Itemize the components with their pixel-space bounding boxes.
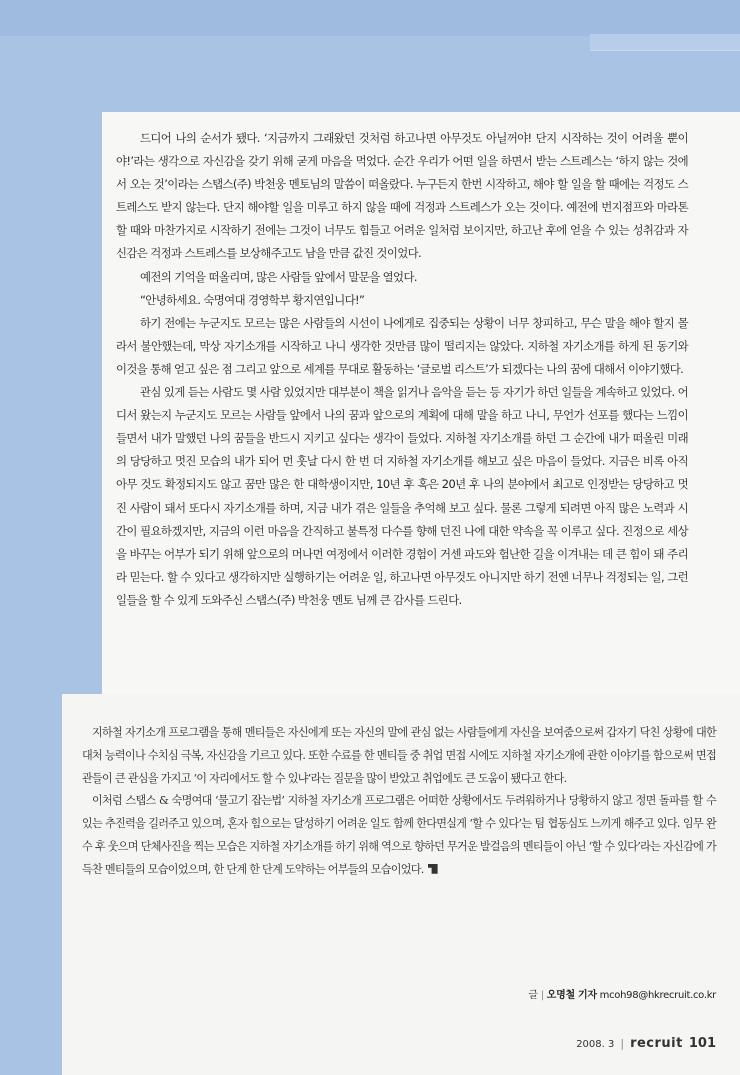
body-paragraph-text: 이처럼 스탭스 & 숙명여대 ‘물고기 잡는법’ 지하철 자기소개 프로그램은 어떠한 상황에서도 두려워하거나 당황하지 않고 정면 돌파를 할 수 있는 추진력을 길러주고 있으며, 혼자 힘으로는 달성하기 어려운 일도 함께 한다면실게 ‘할 수 있다’는 팀 협동심도 느끼게 해주고 있다. 임무 완수 후 웃으며 단체사진을 찍는 모습은 지하철 자기소개를 하기 위해 역으로 향하던 무거운 발걸음의 멘티들이 아닌 ‘할 수 있다’라는 자신감에 가득찬 멘티들의 모습이었으며, 한 단계 한 단계 도약하는 어부들의 모습이었다. xyxy=(82,794,716,876)
body-paragraph-last xyxy=(82,790,716,881)
byline-email: mcoh98@hkrecruit.co.kr xyxy=(599,990,716,1001)
byline xyxy=(528,986,716,1001)
issue-date: 2008. 3 xyxy=(576,1039,615,1050)
story-paragraph: 관심 있게 듣는 사람도 몇 사람 있었지만 대부분이 책을 읽거나 음악을 듣는 등 자기가 하던 일들을 계속하고 있었다. 어디서 왔는지 누군지도 모르는 사람들 앞에서 나의 꿈과 앞으로의 계획에 대해 말을 하고 나니, 무언가 선포를 했다는 느낌이 들면서 내가 말했던 나의 꿈들을 반드시 지키고 싶다는 생각이 들었다. 지하철 자기소개를 하던 그 순간에 내가 떠올린 미래의 당당하고 멋진 모습의 내가 되어 먼 훗날 다시 한 번 더 지하철 자기소개를 해보고 싶은 마음이 들었다. 지금은 비록 아직 아무 것도 확정되지도 않고 꿈만 많은 한 대학생이지만, 10년 후 혹은 20년 후 나의 분야에서 최고로 인정받는 당당하고 멋진 사람이 돼서 또다시 자기소개를 하며, 지금 내가 겪은 일들을 추억해 보고 싶다. 물론 그렇게 되려면 아직 많은 노력과 시간이 필요하겠지만, 지금의 이런 마음을 간직하고 불특정 다수를 향해 던진 나에 대한 약속을 꼭 이루고 싶다. 진정으로 세상을 바꾸는 어부가 되기 위해 앞으로의 머나먼 여정에서 이러한 경험이 거센 파도와 험난한 길을 이겨내는 데 큰 힘이 돼 주리라 믿는다. 할 수 있다고 생각하지만 실행하기는 어려운 일, 하고나면 아무것도 아니지만 하기 전엔 너무나 걱정되는 일, 그런 일들을 할 수 있게 도와주신 스탭스(주) 박천웅 멘토 님께 큰 감사를 드린다. xyxy=(116,385,688,607)
magazine-name: recruit xyxy=(630,1036,683,1051)
page-footer xyxy=(576,1036,716,1051)
first-person-story xyxy=(116,127,688,612)
story-paragraph: 하기 전에는 누군지도 모르는 많은 사람들의 시선이 나에게로 집중되는 상황이 너무 창피하고, 무슨 말을 해야 할지 몰라서 불안했는데, 막상 자기소개를 시작하고 나니 생각한 것만큼 많이 떨리지는 않았다. 지하철 자기소개를 하게 된 동기와 이것을 통해 얻고 싶은 점 그리고 앞으로 세계를 무대로 활동하는 ‘글로벌 리스트’가 되겠다는 나의 꿈에 대해서 이야기했다. xyxy=(116,315,688,376)
top-tab-decoration xyxy=(590,34,740,51)
page-number: 101 xyxy=(688,1036,716,1051)
byline-prefix: 글 xyxy=(528,990,538,1001)
body-paragraph: 지하철 자기소개 프로그램을 통해 멘티들은 자신에게 또는 자신의 말에 관심 없는 사람들에게 자신을 보여줌으로써 갑자기 닥친 상황에 대한 대처 능력이나 수치심 극복, 자신감을 기르고 있다. 또한 수료를 한 멘티들 중 취업 면접 시에도 지하철 자기소개에 관한 이야기를 함으로써 면접관들이 큰 관심을 가지고 ‘이 자리에서도 할 수 있냐’라는 질문을 많이 받았고 취업에도 큰 도움이 됐다고 한다. xyxy=(82,726,716,785)
story-paragraph: 예전의 기억을 떠올리며, 많은 사람들 앞에서 말문을 열었다. xyxy=(140,269,417,284)
end-mark-icon xyxy=(428,864,438,874)
top-color-band xyxy=(0,0,740,36)
byline-separator: | xyxy=(540,990,544,1001)
byline-author: 오명철 기자 xyxy=(546,990,597,1001)
story-quote: “안녕하세요. 숙명여대 경영학부 황지연입니다!” xyxy=(140,292,365,307)
article-body xyxy=(82,722,716,882)
story-paragraph: 드디어 나의 순서가 됐다. ‘지금까지 그래왔던 것처럼 하고나면 아무것도 아닐꺼야! 단지 시작하는 것이 어려울 뿐이야!’라는 생각으로 자신감을 갖기 위해 굳게 마음을 먹었다. 순간 우리가 어떤 일을 하면서 받는 스트레스는 ‘하지 않는 것에서 오는 것’이라는 스탭스(주) 박천웅 멘토님의 말씀이 떠올랐다. 누구든지 한번 시작하고, 해야 할 일을 할 때에는 걱정도 스트레스도 받지 않는다. 단지 해야할 일을 미루고 하지 않을 때에 걱정과 스트레스가 오는 것이다. 예전에 번지점프와 마라톤 할 때와 마찬가지로 시작하기 전에는 그것이 너무도 힘들고 어려운 일처럼 보이지만, 하고난 후에 얻을 수 있는 성취감과 자신감은 걱정과 스트레스를 보상해주고도 남을 만큼 값진 것이었다. xyxy=(116,131,688,261)
footer-separator: | xyxy=(620,1037,625,1050)
